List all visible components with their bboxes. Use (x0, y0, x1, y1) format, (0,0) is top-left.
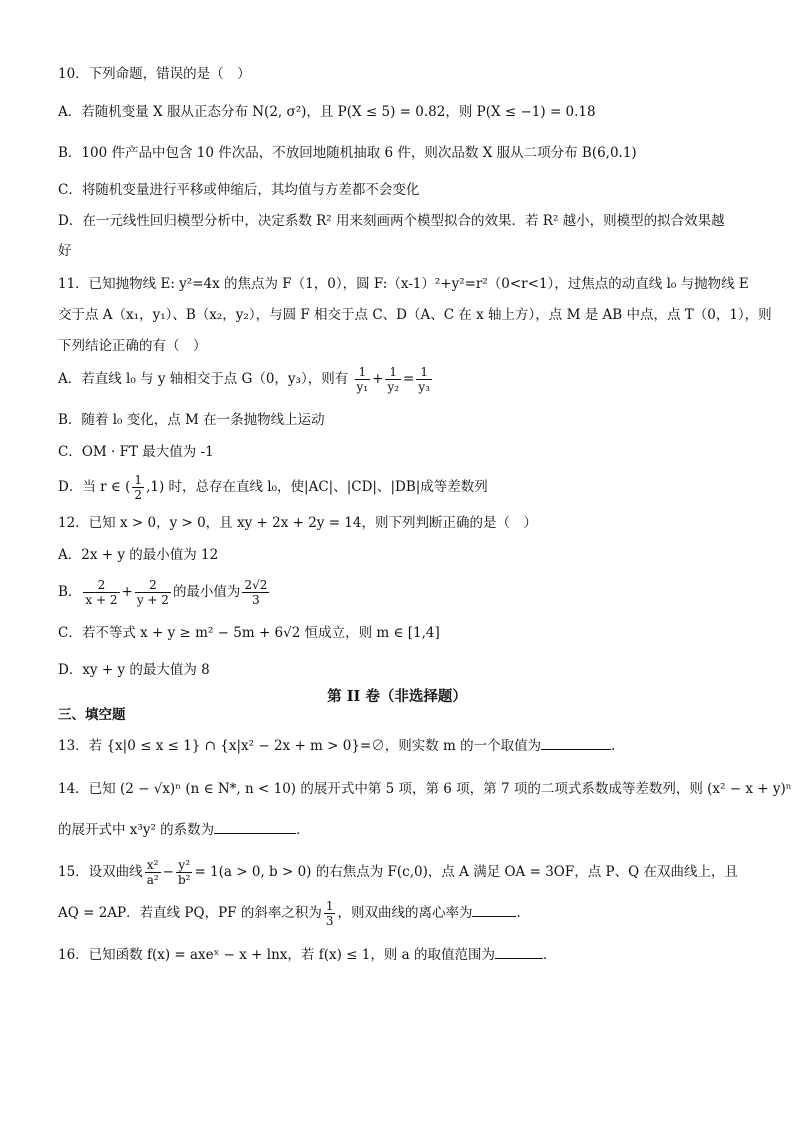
q12-option-d: D．xy + y 的最大值为 8 (58, 662, 210, 678)
q12-option-a: A．2x + y 的最小值为 12 (58, 547, 219, 563)
q11-stem-line2: 交于点 A（x₁，y₁）、B（x₂，y₂），与圆 F 相交于点 C、D（A、C 在 x 轴上方），点 M 是 AB 中点，点 T（0，1），则 (58, 307, 772, 323)
q11-option-a: A．若直线 l₀ 与 y 轴相交于点 G（0，y₃），则有 $\frac{1}{\text{y₁}}$ + $\frac{1}{\text{y₂}}$ = $\frac{1}{\text{y₃}}$ (58, 365, 430, 394)
q13: 13．若 {x|0 ≤ x ≤ 1} ∩ {x|x² − 2x + m > 0}=∅，则实数 m 的一个取值为 . (58, 738, 616, 754)
q14-line2: 的展开式中 x³y² 的系数为 ． (58, 822, 310, 838)
q10-option-a: A．若随机变量 X 服从正态分布 N(2, σ²)，且 P(X ≤ 5) = 0.82，则 P(X ≤ −1) = 0.18 (58, 104, 596, 120)
q15-line1: 15．设双曲线 $\frac{\text{x²}}{\text{a²}}$ − $\frac{\text{y²}}{\text{b²}}$ = 1(a > 0, b > 0) 的右焦点为 F(c,0)，点 A 满足 OA = 3OF，点 P、Q 在双曲线上，且 (58, 858, 738, 887)
answer-blank (495, 946, 543, 959)
fraction: $\frac{1}{3}$ (325, 899, 334, 928)
fraction: $\frac{\text{y²}}{\text{b²}}$ (177, 858, 191, 887)
q10-option-b: B．100 件产品中包含 10 件次品，不放回地随机抽取 6 件，则次品数 X 服从二项分布 B(6,0.1) (58, 145, 637, 161)
fraction: $\frac{2}{y + 2}$ (136, 578, 169, 607)
fraction: $\frac{1}{\text{y₁}}$ (356, 365, 369, 394)
section-fill-in-blank: 三、填空题 (58, 707, 126, 723)
q12-option-c: C．若不等式 x + y ≥ m² − 5m + 6√2 恒成立，则 m ∈ [1,4] (58, 625, 440, 641)
fraction: $\frac{2}{x + 2}$ (85, 578, 118, 607)
part2-title: 第 II 卷（非选择题） (327, 688, 467, 705)
q11-option-d: D．当 r ∈ ( $\frac{1}{2}$ ,1) 时，总存在直线 l₀，使|AC|、|CD|、|DB|成等差数列 (58, 473, 488, 502)
q10-option-c: C．将随机变量进行平移或伸缩后，其均值与方差都不会变化 (58, 182, 420, 198)
q10-option-d-line1: D．在一元线性回归模型分析中，决定系数 R² 用来刻画两个模型拟合的效果．若 R² 越小，则模型的拟合效果越 (58, 213, 725, 229)
fraction: $\frac{2√2}{3}$ (244, 578, 268, 607)
fraction: $\frac{\text{x²}}{\text{a²}}$ (146, 858, 159, 887)
q14-line1: 14．已知 (2 − √x)ⁿ (n ∈ N*, n < 10) 的展开式中第 5 项，第 6 项，第 7 项的二项式系数成等差数列，则 (x² − x + y)ⁿ (58, 781, 792, 797)
q12-option-b: B． $\frac{2}{x + 2}$ + $\frac{2}{y + 2}$ 的最小值为 $\frac{2√2}{3}$ (58, 578, 268, 607)
fraction: $\frac{1}{\text{y₃}}$ (418, 365, 430, 394)
q10-stem: 10．下列命题，错误的是（ ） (58, 66, 251, 82)
fraction: $\frac{1}{\text{y₂}}$ (387, 365, 400, 394)
q16: 16．已知函数 f(x) = axeˣ − x + lnx，若 f(x) ≤ 1，则 a 的取值范围为 ． (58, 947, 557, 963)
q11-stem-line1: 11．已知抛物线 E: y²=4x 的焦点为 F（1，0），圆 F:（x-1）²+y²=r²（0<r<1），过焦点的动直线 l₀ 与抛物线 E (58, 276, 749, 292)
q10-option-d-line2: 好 (58, 243, 72, 259)
q12-stem: 12．已知 x > 0，y > 0，且 xy + 2x + 2y = 14，则下列判断正确的是（ ） (58, 515, 537, 531)
q15-line2: AQ = 2AP．若直线 PQ，PF 的斜率之积为 $\frac{1}{3}$ ，则双曲线的离心率为 ． (58, 899, 530, 928)
q11-stem-line3: 下列结论正确的有（ ） (58, 338, 207, 354)
fraction: $\frac{1}{2}$ (134, 473, 143, 502)
answer-blank (472, 904, 516, 917)
answer-blank (541, 737, 611, 750)
q11-option-b: B．随着 l₀ 变化，点 M 在一条抛物线上运动 (58, 412, 325, 428)
answer-blank (214, 821, 296, 834)
q11-option-c: C．OM · FT 最大值为 -1 (58, 444, 214, 460)
